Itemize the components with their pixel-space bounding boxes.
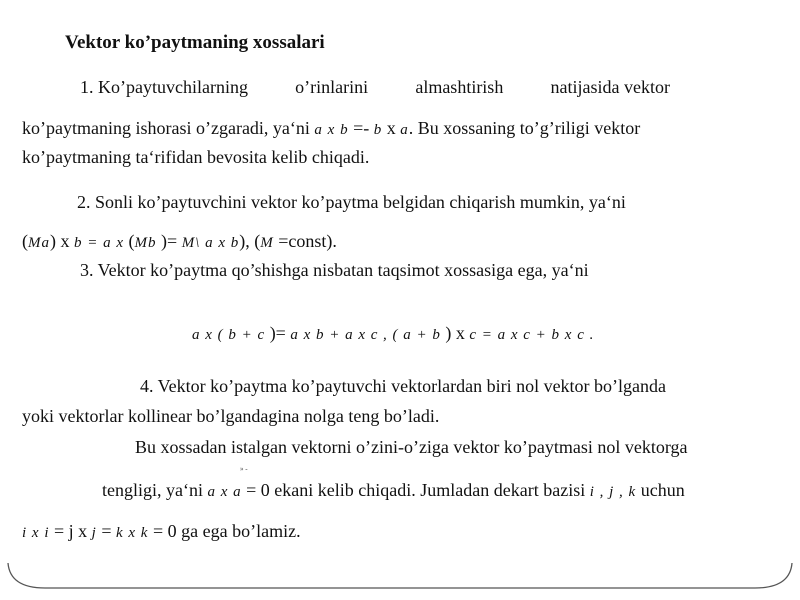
text: ( [128, 231, 135, 251]
formula: M [260, 235, 274, 251]
formula: j [91, 525, 97, 541]
text: . Bu xossaning to’g’riligi vektor [408, 118, 641, 138]
formula: b [373, 122, 383, 138]
property-2-line-1: 2. Sonli ko’paytuvchini vektor ko’paytma belgidan chiqarish mumkin, ya‘ni [77, 192, 626, 212]
text: ( [254, 231, 261, 251]
text: uchun [640, 480, 685, 500]
property-4-line-2: yoki vektorlar kollinear bo’lgandagina nolga teng bo’ladi. [22, 406, 440, 426]
text: =- [353, 118, 370, 138]
property-1-line-1 [80, 76, 670, 98]
text: ) [445, 323, 452, 343]
text: =const). [278, 231, 337, 251]
paragraph-5-line-2 [102, 479, 685, 503]
text: ) [50, 231, 56, 251]
text: )= [269, 323, 286, 343]
paragraph-5-line-3 [22, 520, 301, 544]
text: tengligi, ya‘ni [102, 480, 203, 500]
text: almashtirish [415, 77, 504, 97]
text: = j x [54, 521, 88, 541]
text: = [101, 521, 112, 541]
formula: b = a x [74, 235, 125, 251]
formula: M\ a x b [181, 235, 240, 251]
formula: Mb [134, 235, 157, 251]
text: x [386, 118, 396, 138]
formula: a [400, 122, 409, 138]
property-4-line-1: 4. Vektor ko’paytma ko’paytuvchi vektorlardan biri nol vektor bo’lganda [140, 376, 667, 396]
formula: a x b [314, 122, 349, 138]
text: natijasida vektor [550, 77, 670, 97]
property-3-formula [192, 322, 594, 346]
vector-arrow-marks: » - [240, 465, 248, 473]
paragraph-5-line-1: Bu xossadan istalgan vektorni o’zini-o’ziga vektor ko’paytmasi nol vektorga [135, 437, 688, 457]
formula: k x k [115, 525, 149, 541]
text: 1. Ko’paytuvchilarning [80, 77, 248, 97]
text: = 0 ekani kelib chiqadi. Jumladan dekart bazisi [246, 480, 586, 500]
formula: a x ( b + c [192, 327, 266, 343]
text: ( [22, 231, 28, 251]
page-title: Vektor ko’paytmaning xossalari [65, 32, 325, 53]
property-1-line-3: ko’paytmaning ta‘rifidan bevosita kelib chiqadi. [22, 147, 370, 167]
text: x [455, 323, 465, 343]
formula: i , j , k [589, 484, 637, 500]
text: o’rinlarini [295, 77, 369, 97]
border-curve [8, 563, 792, 588]
formula: a x b + a x c [290, 327, 379, 343]
property-1-line-2 [22, 117, 640, 141]
page-bottom-border [0, 555, 800, 600]
property-3-line-1: 3. Vektor ko’paytma qo’shishga nisbatan taqsimot xossasiga ega, ya‘ni [80, 260, 589, 280]
formula: Ma [28, 235, 50, 251]
formula: c = a x c + b x c . [469, 327, 595, 343]
text: x [60, 231, 70, 251]
text: )= [161, 231, 178, 251]
text: = 0 ga ega bo’lamiz. [152, 521, 301, 541]
text: ko’paytmaning ishorasi o’zgaradi, ya‘ni [22, 118, 310, 138]
formula: i x i [22, 525, 50, 541]
text: ), [239, 231, 250, 251]
formula: a x a [207, 484, 242, 500]
formula: , ( a + b [382, 327, 441, 343]
property-2-line-2 [22, 230, 337, 254]
